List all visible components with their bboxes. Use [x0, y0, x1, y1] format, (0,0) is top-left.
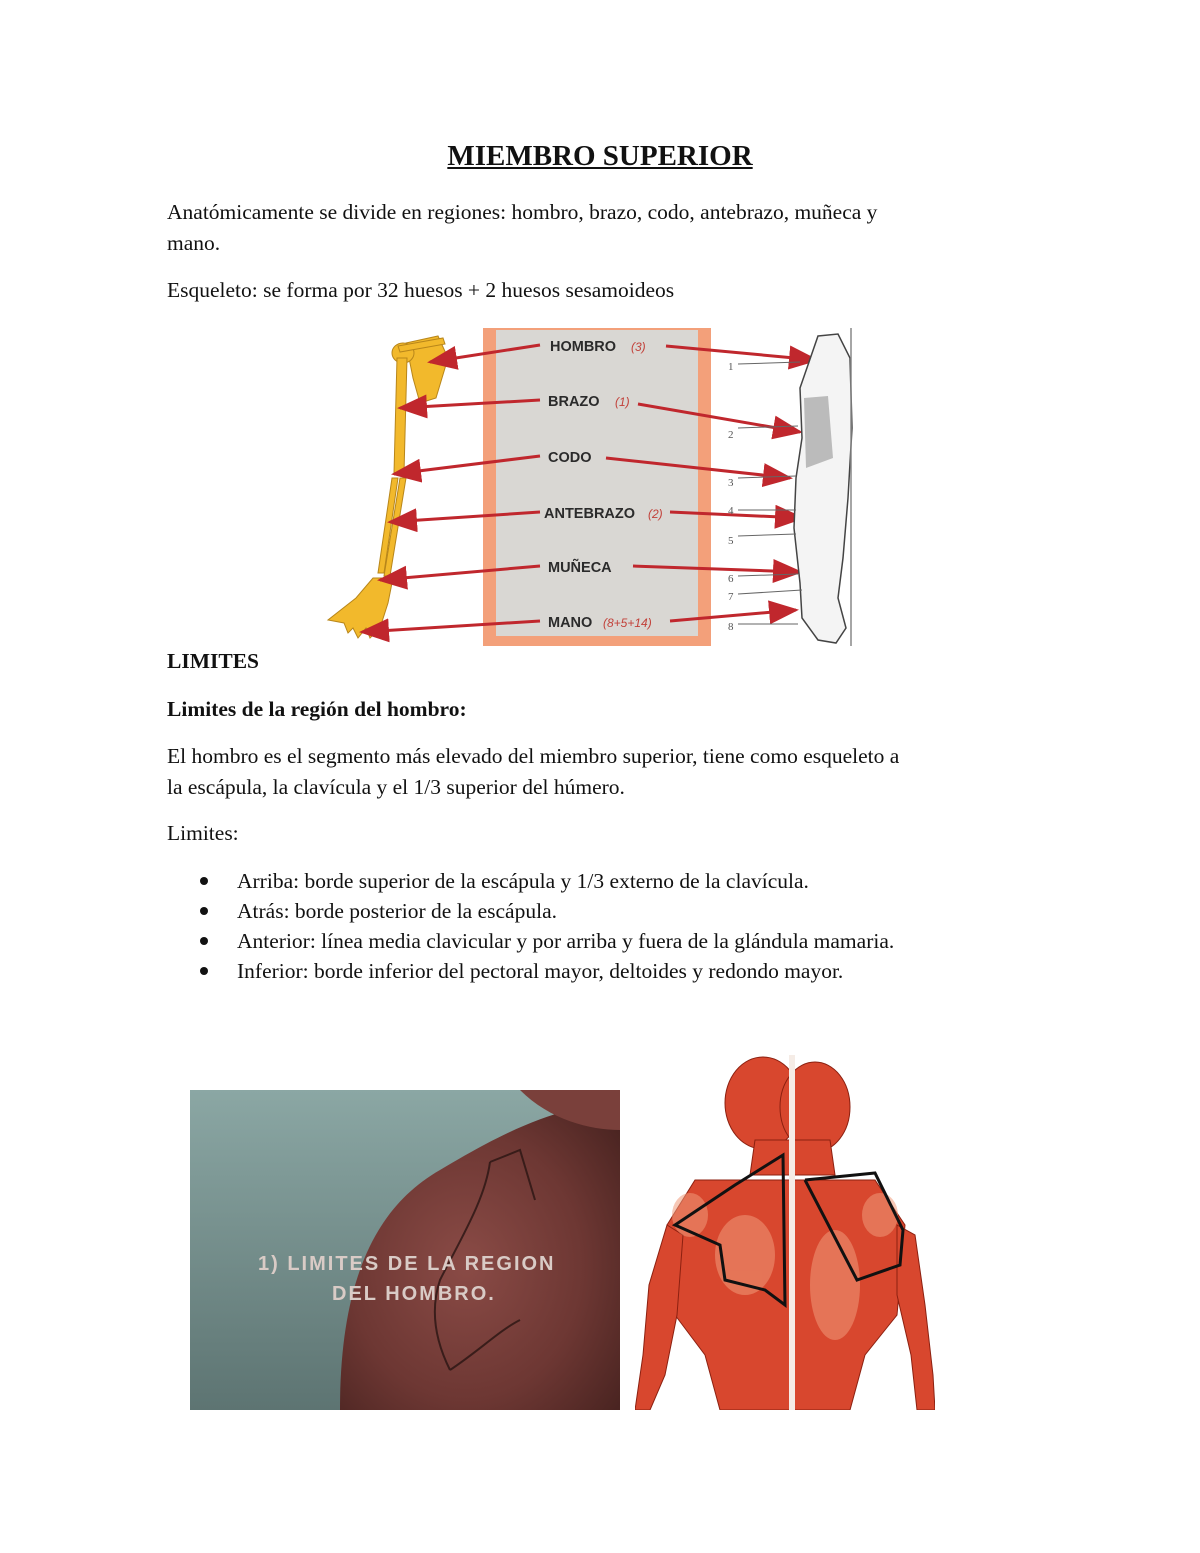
highlight-back: [715, 1215, 775, 1295]
region-label-codo: CODO: [548, 450, 592, 466]
shoulder-line-1: El hombro es el segmento más elevado del miembro superior, tiene como esqueleto a: [167, 744, 900, 768]
bullet-dot: [200, 907, 208, 915]
leader-num-2: 2: [728, 429, 734, 441]
region-count-brazo: (1): [615, 395, 630, 409]
intro-line-2: mano.: [167, 231, 221, 255]
leader-num-3: 3: [728, 477, 734, 489]
left-arm: [635, 1225, 683, 1410]
shoulder-limits-heading: Limites de la región del hombro:: [167, 697, 467, 721]
muscle-body-svg: [635, 1055, 935, 1410]
region-label-hombro: HOMBRO: [550, 339, 617, 355]
leader-num-5: 5: [728, 535, 734, 547]
list-item-text: Inferior: borde inferior del pectoral mayor, deltoides y redondo mayor.: [237, 959, 844, 983]
bullet-dot: [200, 937, 208, 945]
region-label-muneca: MUÑECA: [548, 560, 612, 576]
photo-caption-line-2: DEL HOMBRO.: [332, 1283, 496, 1305]
skeleton-arm: [328, 336, 448, 638]
shoulder-line-2: la escápula, la clavícula y el 1/3 superior del húmero.: [167, 775, 625, 799]
page-title: MIEMBRO SUPERIOR: [447, 140, 753, 172]
intro-line-1: Anatómicamente se divide en regiones: hombro, brazo, codo, antebrazo, muñeca y: [167, 200, 878, 224]
muscle-body-figure: [635, 1055, 935, 1410]
arm-outline: [794, 334, 852, 643]
leader-num-1: 1: [728, 361, 734, 373]
leader-6: [738, 574, 798, 576]
shoulder-photo-svg: [190, 1090, 620, 1410]
limits-list: [200, 866, 1040, 986]
list-item-text: Arriba: borde superior de la escápula y 1/3 externo de la clavícula.: [237, 869, 809, 893]
list-item-text: Anterior: línea media clavicular y por arriba y fuera de la glándula mamaria.: [237, 929, 895, 953]
hand-bones: [328, 578, 393, 638]
region-label-brazo: BRAZO: [548, 394, 600, 410]
limits-label: Limites:: [167, 821, 239, 845]
intro-paragraph: [167, 197, 1037, 259]
list-item: [200, 896, 1040, 926]
leader-num-7: 7: [728, 591, 734, 603]
leader-num-4: 4: [728, 505, 734, 517]
bullet-dot: [200, 877, 208, 885]
panel-inner: [496, 330, 698, 636]
leader-num-6: 6: [728, 573, 734, 585]
region-label-mano: MANO: [548, 615, 593, 631]
midline-divider: [789, 1055, 795, 1410]
list-item-text: Atrás: borde posterior de la escápula.: [237, 899, 557, 923]
limits-heading: LIMITES: [167, 649, 260, 673]
shoulder-paragraph: [167, 741, 1037, 803]
region-count-mano: (8+5+14): [603, 616, 652, 630]
leader-lines: [738, 362, 802, 624]
leader-num-8: 8: [728, 621, 734, 633]
bullet-dot: [200, 967, 208, 975]
region-count-hombro: (3): [631, 340, 646, 354]
shoulder-region-photo: [190, 1090, 620, 1410]
list-item: [200, 956, 1040, 986]
region-label-antebrazo: ANTEBRAZO: [544, 506, 636, 522]
leader-7: [738, 590, 802, 594]
highlight-chest: [862, 1193, 898, 1237]
highlight-abdomen: [810, 1230, 860, 1340]
photo-caption-line-1: 1) LIMITES DE LA REGION: [258, 1253, 556, 1275]
arm-regions-svg: [318, 328, 855, 648]
leader-numbers: [728, 361, 734, 633]
region-count-antebrazo: (2): [648, 507, 663, 521]
humerus: [394, 358, 407, 473]
leader-5: [738, 534, 796, 536]
list-item: [200, 866, 1040, 896]
arm-silhouette: [794, 334, 852, 643]
arm-regions-figure: [318, 328, 855, 648]
skeleton-paragraph: Esqueleto: se forma por 32 huesos + 2 huesos sesamoideos: [167, 278, 675, 302]
right-arm: [897, 1225, 935, 1410]
list-item: [200, 926, 1040, 956]
bicep-shading: [804, 396, 833, 468]
leader-1: [738, 362, 800, 364]
